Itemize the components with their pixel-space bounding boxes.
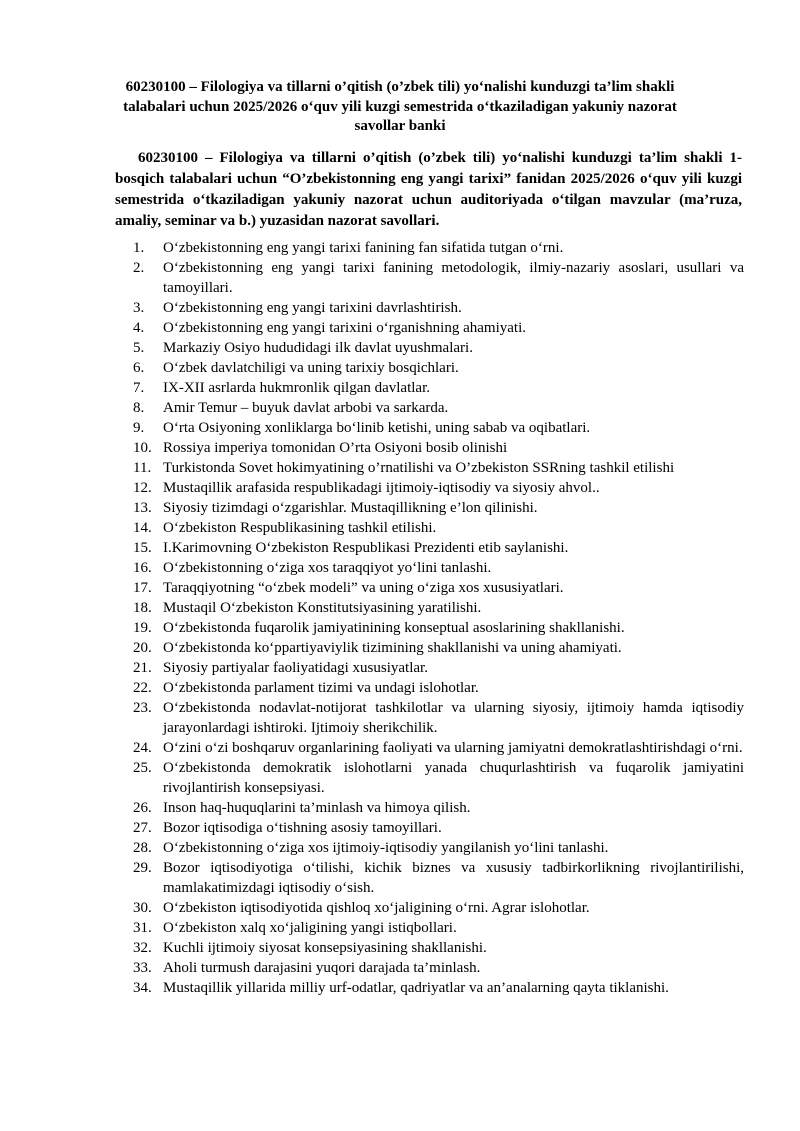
- question-text: Inson haq-huquqlarini ta’minlash va himoya qilish.: [163, 800, 471, 816]
- question-text: O‘zbekistonning eng yangi tarixi fanining fan sifatida tutgan o‘rni.: [163, 240, 564, 256]
- question-item: [133, 978, 744, 998]
- question-list: [133, 238, 744, 998]
- question-number: 33.: [133, 960, 152, 976]
- question-text: O‘zbekistonda ko‘ppartiyaviylik tizimining shakllanishi va uning ahamiyati.: [163, 640, 622, 656]
- question-number: 26.: [133, 800, 152, 816]
- question-number: 8.: [133, 400, 145, 416]
- question-item: [133, 958, 744, 978]
- question-item: [133, 678, 744, 698]
- question-text: O‘zbek davlatchiligi va uning tarixiy bosqichlari.: [163, 360, 459, 376]
- question-item: [133, 458, 744, 478]
- question-number: 2.: [133, 260, 145, 276]
- question-item: [133, 918, 744, 938]
- question-text: O‘rta Osiyoning xonliklarga bo‘linib ketishi, uning sabab va oqibatlari.: [163, 420, 591, 436]
- question-item: [133, 838, 744, 858]
- question-item: [133, 438, 744, 458]
- question-item: [133, 578, 744, 598]
- question-item: [133, 478, 744, 498]
- question-text: O‘zbekistonda nodavlat-notijorat tashkilotlar va ularning siyosiy, ijtimoiy hamda iqtisodiy jarayonlardagi ishtiroki. Ijtimoiy sherikchilik.: [163, 700, 744, 736]
- question-item: [133, 418, 744, 438]
- question-number: 23.: [133, 700, 152, 716]
- question-number: 10.: [133, 440, 152, 456]
- question-text: O‘zbekistonning o‘ziga xos taraqqiyot yo‘lini tanlashi.: [163, 560, 492, 576]
- question-item: [133, 738, 744, 758]
- question-item: [133, 378, 744, 398]
- question-text: I.Karimovning O‘zbekiston Respublikasi Prezidenti etib saylanishi.: [163, 540, 569, 556]
- question-item: [133, 338, 744, 358]
- question-number: 24.: [133, 740, 152, 756]
- question-number: 15.: [133, 540, 152, 556]
- question-item: [133, 758, 744, 798]
- question-text: Mustaqil O‘zbekiston Konstitutsiyasining yaratilishi.: [163, 600, 482, 616]
- question-text: Siyosiy partiyalar faoliyatidagi xususiyatlar.: [163, 660, 428, 676]
- question-text: Mustaqillik arafasida respublikadagi ijtimoiy-iqtisodiy va siyosiy ahvol..: [163, 480, 600, 496]
- question-number: 27.: [133, 820, 152, 836]
- question-number: 30.: [133, 900, 152, 916]
- question-item: [133, 258, 744, 298]
- question-item: [133, 538, 744, 558]
- question-number: 1.: [133, 240, 145, 256]
- question-text: Rossiya imperiya tomonidan O’rta Osiyoni bosib olinishi: [163, 440, 508, 456]
- question-text: O‘zbekiston iqtisodiyotida qishloq xo‘jaligining o‘rni. Agrar islohotlar.: [163, 900, 590, 916]
- question-text: Bozor iqtisodiga o‘tishning asosiy tamoyillari.: [163, 820, 442, 836]
- question-text: O‘zini o‘zi boshqaruv organlarining faoliyati va ularning jamiyatni demokratlashtirishdagi o‘rni.: [163, 740, 743, 756]
- question-number: 16.: [133, 560, 152, 576]
- question-item: [133, 358, 744, 378]
- question-item: [133, 518, 744, 538]
- question-text: IX-XII asrlarda hukmronlik qilgan davlatlar.: [163, 380, 430, 396]
- question-item: [133, 698, 744, 738]
- question-number: 9.: [133, 420, 145, 436]
- question-number: 4.: [133, 320, 145, 336]
- question-number: 18.: [133, 600, 152, 616]
- question-text: Bozor iqtisodiyotiga o‘tilishi, kichik biznes va xususiy tadbirkorlikning rivojlantirilishi, mamlakatimizdagi iqtisodiy o‘sish.: [163, 860, 744, 896]
- question-text: O‘zbekistonda demokratik islohotlarni yanada chuqurlashtirish va fuqarolik jamiyatini rivojlantirish konsepsiyasi.: [163, 760, 744, 796]
- question-text: O‘zbekistonning o‘ziga xos ijtimoiy-iqtisodiy yangilanish yo‘lini tanlashi.: [163, 840, 609, 856]
- document-intro: 60230100 – Filologiya va tillarni o’qitish (o’zbek tili) yo‘nalishi kunduzgi ta’lim shakli 1-bosqich talabalari uchun “O’zbekistonning eng yangi tarixi” fanidan 2025/2026 o‘quv yili kuzgi semestrida o‘tkaziladigan yakuniy nazorat uchun auditoriyada o‘tilgan mavzular (ma’ruza, amaliy, seminar va b.) yuzasidan nazorat savollari.: [115, 150, 742, 229]
- question-item: [133, 798, 744, 818]
- question-number: 29.: [133, 860, 152, 876]
- question-number: 6.: [133, 360, 145, 376]
- question-text: O‘zbekistonning eng yangi tarixi fanining metodologik, ilmiy-nazariy asoslari, usullari va tamoyillari.: [163, 260, 744, 296]
- question-text: O‘zbekistonning eng yangi tarixini davrlashtirish.: [163, 300, 462, 316]
- question-number: 25.: [133, 760, 152, 776]
- question-item: [133, 298, 744, 318]
- question-text: Aholi turmush darajasini yuqori darajada ta’minlash.: [163, 960, 481, 976]
- question-number: 3.: [133, 300, 145, 316]
- question-number: 31.: [133, 920, 152, 936]
- question-text: Siyosiy tizimdagi o‘zgarishlar. Mustaqillikning e’lon qilinishi.: [163, 500, 538, 516]
- question-text: Markaziy Osiyo hududidagi ilk davlat uyushmalari.: [163, 340, 473, 356]
- question-number: 5.: [133, 340, 145, 356]
- question-text: Taraqqiyotning “o‘zbek modeli” va uning o‘ziga xos xususiyatlari.: [163, 580, 564, 596]
- question-item: [133, 898, 744, 918]
- question-item: [133, 318, 744, 338]
- question-number: 17.: [133, 580, 152, 596]
- question-number: 14.: [133, 520, 152, 536]
- question-number: 13.: [133, 500, 152, 516]
- question-text: Mustaqillik yillarida milliy urf-odatlar, qadriyatlar va an’analarning qayta tiklanishi.: [163, 980, 669, 996]
- question-number: 34.: [133, 980, 152, 996]
- question-number: 12.: [133, 480, 152, 496]
- question-item: [133, 498, 744, 518]
- question-text: Turkistonda Sovet hokimyatining o’rnatilishi va O’zbekiston SSRning tashkil etilishi: [163, 460, 675, 476]
- question-item: [133, 238, 744, 258]
- question-item: [133, 658, 744, 678]
- question-text: O‘zbekistonda parlament tizimi va undagi islohotlar.: [163, 680, 479, 696]
- question-number: 11.: [133, 460, 152, 476]
- question-item: [133, 398, 744, 418]
- question-number: 22.: [133, 680, 152, 696]
- question-number: 32.: [133, 940, 152, 956]
- question-number: 7.: [133, 380, 145, 396]
- question-text: O‘zbekistonning eng yangi tarixini o‘rganishning ahamiyati.: [163, 320, 526, 336]
- question-text: O‘zbekiston Respublikasining tashkil etilishi.: [163, 520, 437, 536]
- question-item: [133, 598, 744, 618]
- question-number: 19.: [133, 620, 152, 636]
- question-number: 20.: [133, 640, 152, 656]
- question-text: Kuchli ijtimoiy siyosat konsepsiyasining shakllanishi.: [163, 940, 487, 956]
- question-item: [133, 818, 744, 838]
- question-number: 28.: [133, 840, 152, 856]
- question-item: [133, 938, 744, 958]
- question-item: [133, 618, 744, 638]
- question-number: 21.: [133, 660, 152, 676]
- question-item: [133, 858, 744, 898]
- question-item: [133, 558, 744, 578]
- document-title: 60230100 – Filologiya va tillarni o’qitish (o’zbek tili) yo‘nalishi kunduzgi ta’lim shakli talabalari uchun 2025/2026 o‘quv yili kuzgi semestrida o‘tkaziladigan yakuniy nazorat savollar banki: [123, 79, 677, 134]
- question-item: [133, 638, 744, 658]
- question-text: Amir Temur – buyuk davlat arbobi va sarkarda.: [163, 400, 449, 416]
- question-text: O‘zbekistonda fuqarolik jamiyatinining konseptual asoslarining shakllanishi.: [163, 620, 625, 636]
- question-text: O‘zbekiston xalq xo‘jaligining yangi istiqbollari.: [163, 920, 457, 936]
